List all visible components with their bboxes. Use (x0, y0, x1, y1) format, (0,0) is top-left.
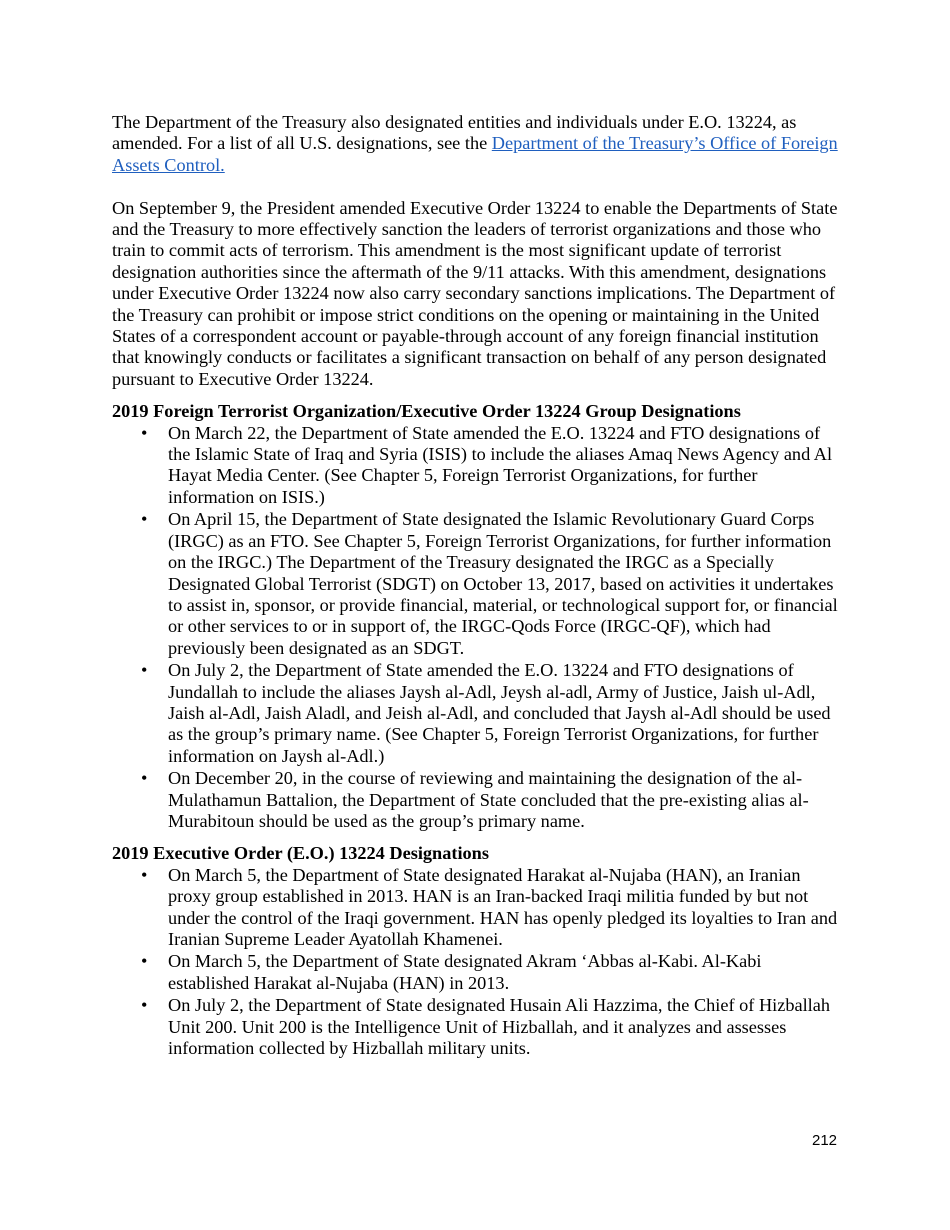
bullet-icon: • (141, 768, 148, 789)
page-number: 212 (812, 1132, 838, 1149)
list-item (112, 768, 840, 832)
list-item-text: On December 20, in the course of reviewing and maintaining the designation of the al-Mulathamun Battalion, the Department of State concluded that the pre-existing alias al-Murabitoun should be used as the group’s primary name. (168, 768, 809, 831)
document-page (112, 112, 840, 1070)
section-heading-eo-designations: 2019 Executive Order (E.O.) 13224 Designations (112, 843, 489, 864)
list-item (112, 951, 840, 994)
bullet-icon: • (141, 422, 148, 443)
list-item-text: On July 2, the Department of State designated Husain Ali Hazzima, the Chief of Hizballah Unit 200. Unit 200 is the Intelligence Unit of Hizballah, and it analyzes and assesses information collected by Hizballah military units. (168, 995, 831, 1059)
intro-text: The Department of the Treasury also designated entities and individuals under E.O. 13224, as amended. For a list of all U.S. designations, see the (112, 112, 797, 154)
list-item (112, 865, 840, 951)
amendment-paragraph: On September 9, the President amended Executive Order 13224 to enable the Departments of State and the Treasury to more effectively sanction the leaders of terrorist organizations and those who train to commit acts of terrorism. This amendment is the most significant update of terrorist designation authorities since the aftermath of the 9/11 attacks. With this amendment, designations under Executive Order 13224 now also carry secondary sanctions implications. The Department of the Treasury can prohibit or impose strict conditions on the opening or maintaining in the United States of a correspondent account or payable-through account of any foreign financial institution that knowingly conducts or facilitates a significant transaction on behalf of any person designated pursuant to Executive Order 13224. (112, 197, 838, 389)
list-item-text: On July 2, the Department of State amended the E.O. 13224 and FTO designations of Jundallah to include the aliases Jaysh al-Adl, Jeysh al-adl, Army of Justice, Jaish ul-Adl, Jaish al-Adl, Jaish Aladl, and Jeish al-Adl, and concluded that Jaysh al-Adl should be used as the group’s primary name. (See Chapter 5, Foreign Terrorist Organizations, for further information on Jaysh al-Adl.) (168, 660, 831, 766)
list-item-text: On April 15, the Department of State designated the Islamic Revolutionary Guard Corps (IRGC) as an FTO. See Chapter 5, Foreign Terrorist Organizations, for further information on the IRGC.) The Department of the Treasury designated the IRGC as a Specially Designated Global Terrorist (SDGT) on October 13, 2017, based on activities it undertakes to assist in, sponsor, or provide financial, material, or technological support for, or financial or other services to or in support of, the IRGC-Qods Force (IRGC-QF), which had previously been designated as an SDGT. (168, 509, 838, 658)
section-heading-group-designations: 2019 Foreign Terrorist Organization/Executive Order 13224 Group Designations (112, 401, 741, 422)
bullet-icon: • (141, 864, 148, 885)
bullet-icon: • (141, 995, 148, 1016)
intro-paragraph (112, 112, 840, 176)
list-item-text: On March 5, the Department of State designated Harakat al-Nujaba (HAN), an Iranian proxy group established in 2013. HAN is an Iran-backed Iraqi militia funded by but not under the control of the Iraqi government. HAN has openly pledged its loyalties to Iran and Iranian Supreme Leader Ayatollah Khamenei. (168, 864, 838, 950)
list-item (112, 509, 840, 659)
bullet-icon: • (141, 660, 148, 681)
list-item (112, 995, 840, 1059)
list-item-text: On March 5, the Department of State designated Akram ‘Abbas al-Kabi. Al-Kabi established Harakat al-Nujaba (HAN) in 2013. (168, 951, 762, 993)
bullet-icon: • (141, 951, 148, 972)
group-designations-list (112, 423, 840, 833)
list-item (112, 660, 840, 767)
ofac-link[interactable]: Department of the Treasury’s Office of Foreign Assets Control. (112, 133, 838, 175)
list-item (112, 423, 840, 509)
eo-designations-list (112, 865, 840, 1060)
list-item-text: On March 22, the Department of State amended the E.O. 13224 and FTO designations of the Islamic State of Iraq and Syria (ISIS) to include the aliases Amaq News Agency and Al Hayat Media Center. (See Chapter 5, Foreign Terrorist Organizations, for further information on ISIS.) (168, 422, 833, 507)
bullet-icon: • (141, 509, 148, 530)
